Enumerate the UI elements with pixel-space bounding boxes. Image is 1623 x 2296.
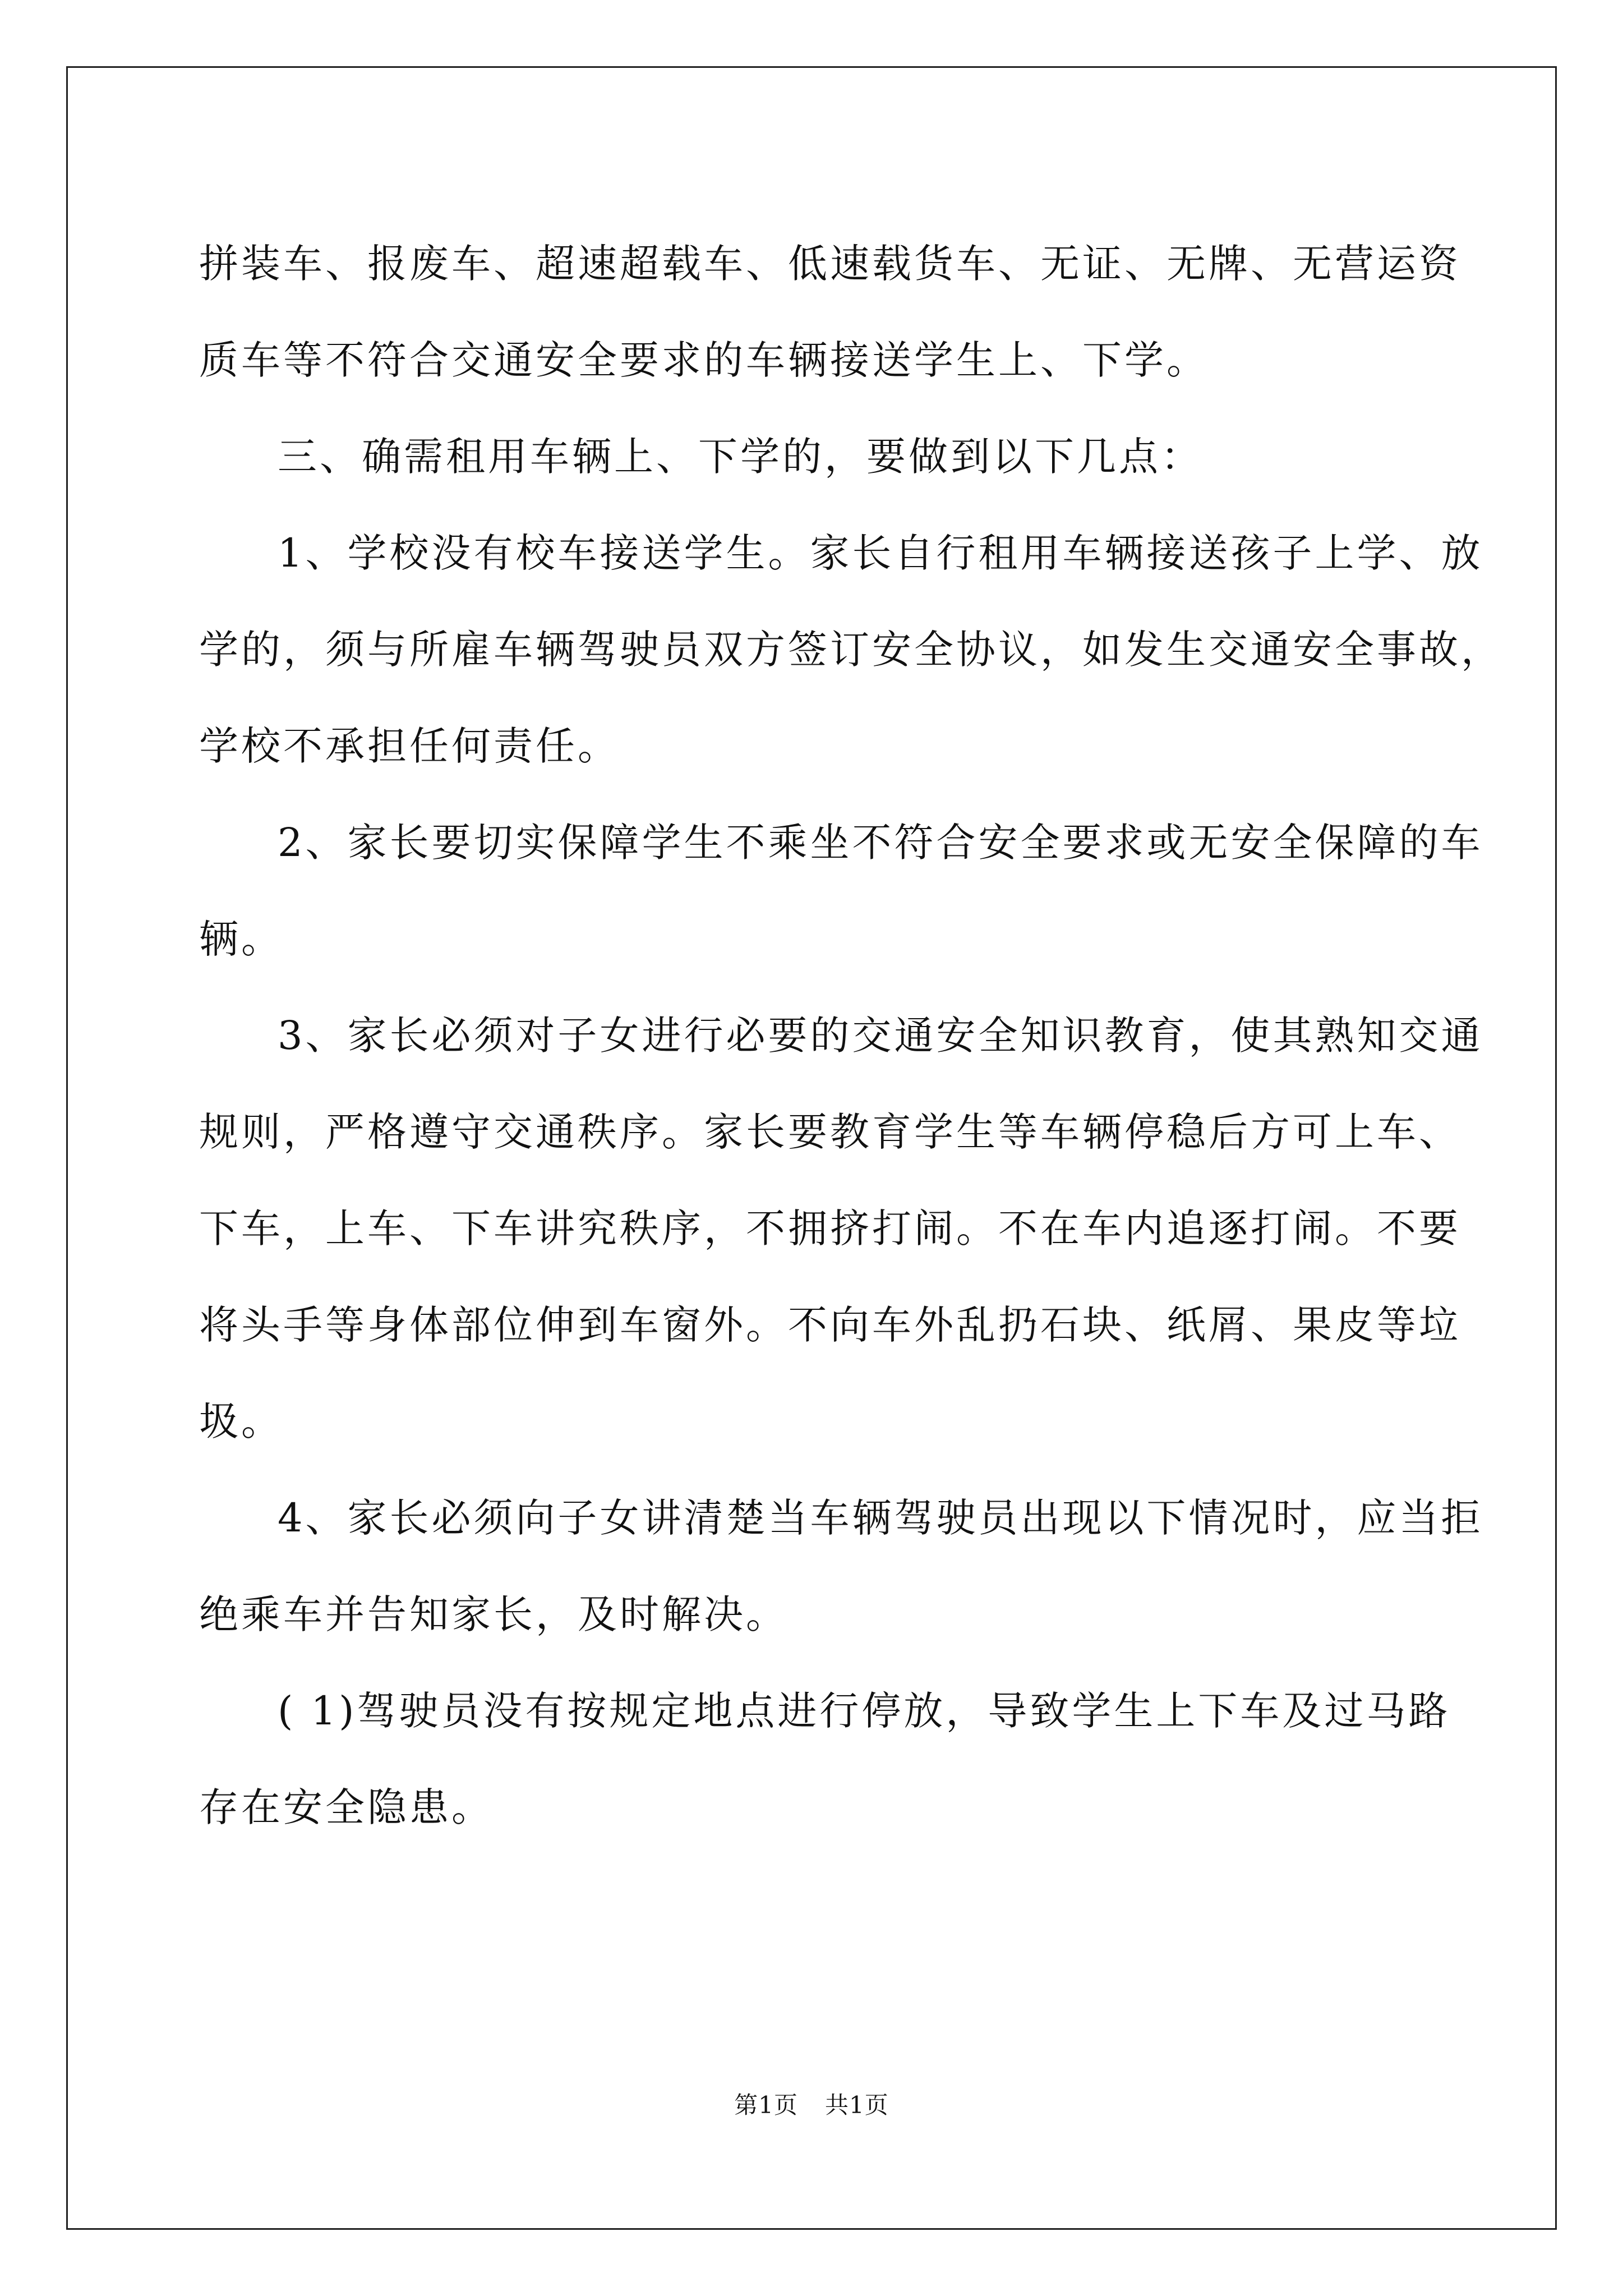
paragraph-1-line-1: 1、学校没有校车接送学生。家长自行租用车辆接送孩子上学、放 [278, 530, 1483, 576]
page-total: 共1页 [825, 2091, 889, 2119]
paragraph-4-line-1: 4、家长必须向子女讲清楚当车辆驾驶员出现以下情况时，应当拒 [278, 1495, 1483, 1541]
paragraph-1-line-3: 学校不承担任何责任。 [199, 723, 620, 769]
paragraph-2-line-2: 辆。 [199, 916, 283, 962]
text-line-1: 拼装车、报废车、超速超载车、低速载货车、无证、无牌、无营运资 [199, 241, 1461, 287]
paragraph-4-line-2: 绝乘车并告知家长，及时解决。 [199, 1591, 788, 1637]
page-footer [0, 2091, 1623, 2119]
item-1-line-1: ( 1)驾驶员没有按规定地点进行停放，导致学生上下车及过马路 [278, 1688, 1451, 1734]
page-number: 第1页 [734, 2091, 798, 2119]
paragraph-1-line-2: 学的，须与所雇车辆驾驶员双方签订安全协议，如发生交通安全事故， [199, 627, 1503, 673]
item-1-line-2: 存在安全隐患。 [199, 1784, 494, 1830]
document-body [199, 215, 1503, 1856]
paragraph-3-line-2: 规则，严格遵守交通秩序。家长要教育学生等车辆停稳后方可上车、 [199, 1109, 1461, 1155]
paragraph-3-line-4: 将头手等身体部位伸到车窗外。不向车外乱扔石块、纸屑、果皮等垃 [199, 1302, 1461, 1348]
paragraph-3-line-3: 下车，上车、下车讲究秩序，不拥挤打闹。不在车内追逐打闹。不要 [199, 1205, 1461, 1251]
paragraph-2-line-1: 2、家长要切实保障学生不乘坐不符合安全要求或无安全保障的车 [278, 820, 1483, 866]
paragraph-3-line-5: 圾。 [199, 1398, 283, 1444]
paragraph-3-line-1: 3、家长必须对子女进行必要的交通安全知识教育，使其熟知交通 [278, 1013, 1483, 1059]
section-heading-3: 三、确需租用车辆上、下学的，要做到以下几点： [278, 434, 1203, 480]
text-line-2: 质车等不符合交通安全要求的车辆接送学生上、下学。 [199, 337, 1209, 383]
